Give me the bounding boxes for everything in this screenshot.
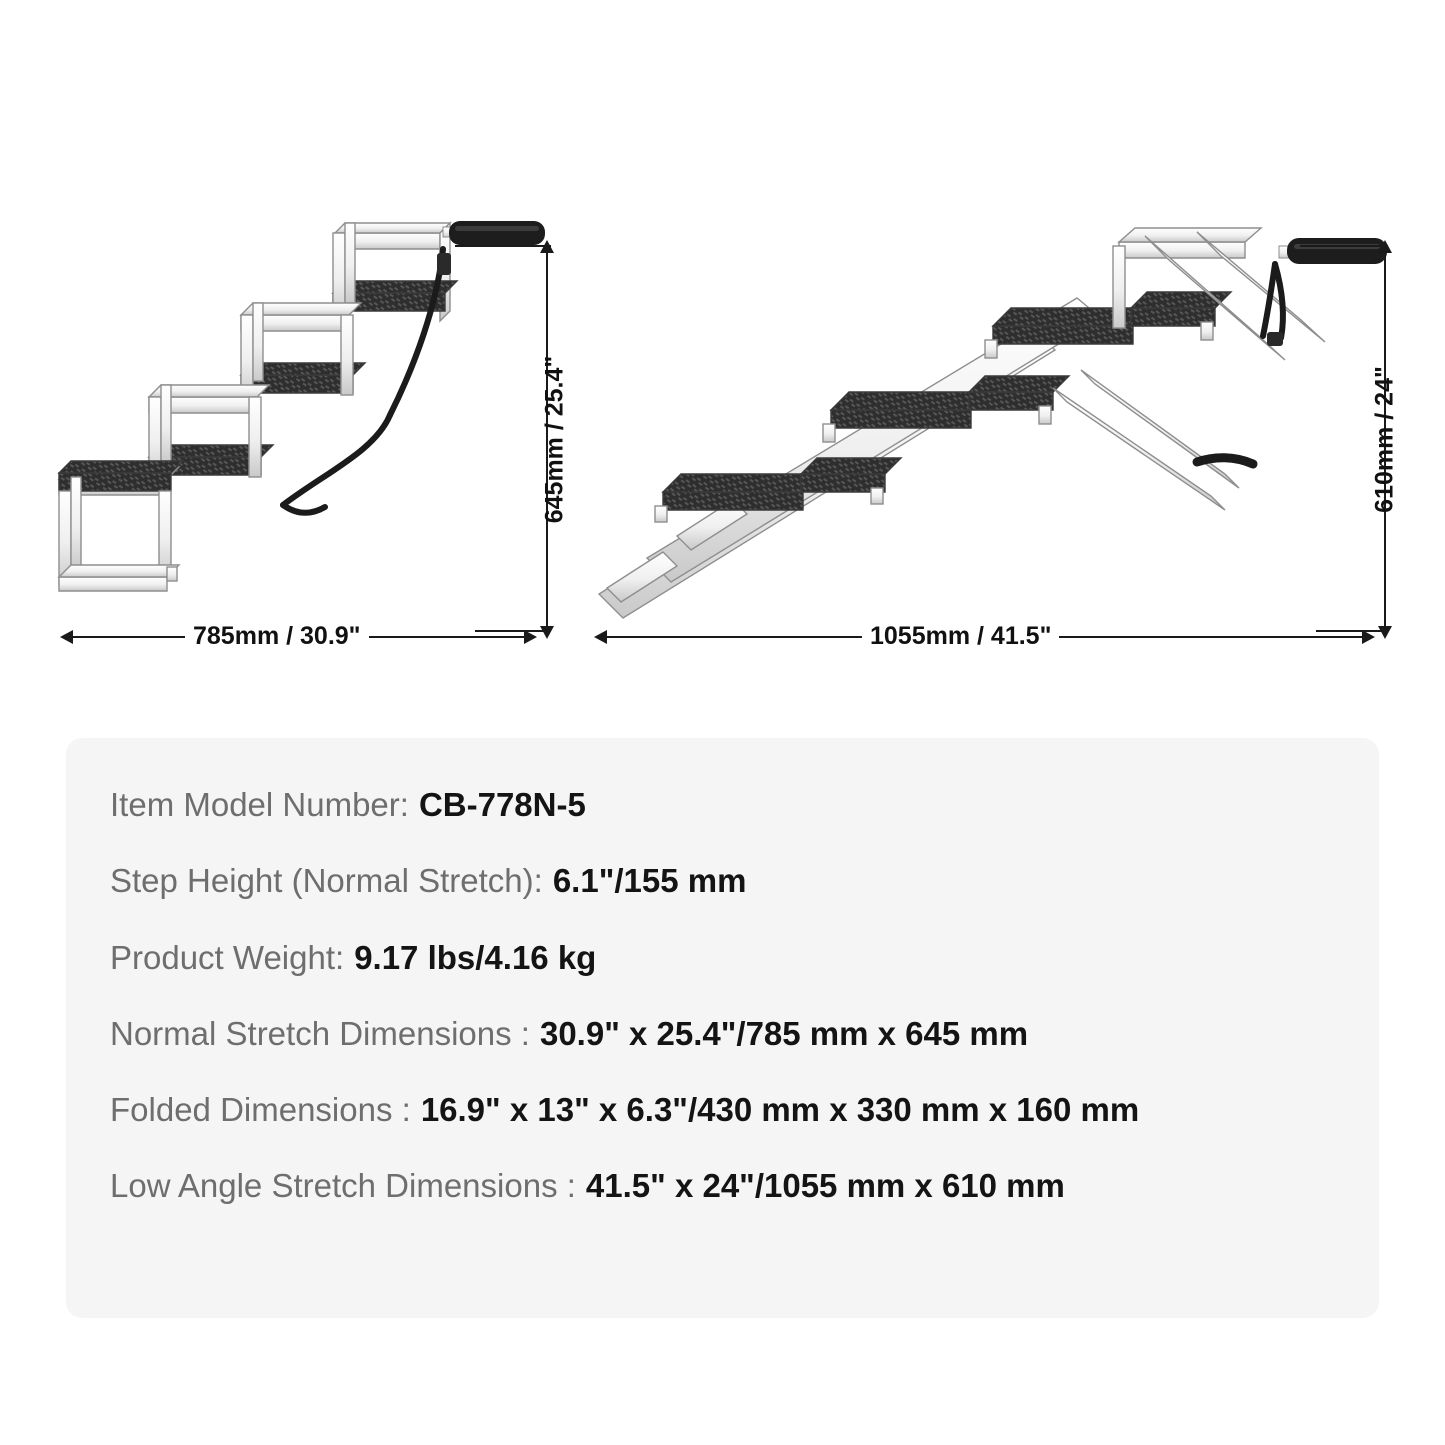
left-height-arrow-bottom <box>540 626 554 639</box>
right-width-arrow-left <box>594 630 607 644</box>
spec-value-model: CB-778N-5 <box>418 786 586 823</box>
left-height-tick-top <box>455 245 551 247</box>
right-height-tick-bottom <box>1316 630 1388 632</box>
spec-value-low-angle: 41.5" x 24"/1055 mm x 610 mm <box>585 1167 1065 1205</box>
right-height-tick-top <box>1300 245 1388 247</box>
spec-key-model: Item Model Number: <box>110 786 409 823</box>
specification-panel <box>66 738 1379 1318</box>
spec-row-normal-stretch <box>110 1013 1335 1054</box>
left-width-arrow-right <box>524 630 537 644</box>
spec-key-low-angle: Low Angle Stretch Dimensions : <box>110 1167 576 1205</box>
spec-value-step-height: 6.1"/155 mm <box>552 862 747 900</box>
spec-value-folded: 16.9" x 13" x 6.3"/430 mm x 330 mm x 160 mm <box>420 1091 1140 1128</box>
spec-value-product-weight: 9.17 lbs/4.16 kg <box>354 938 597 976</box>
right-width-label: 1055mm / 41.5" <box>862 622 1059 651</box>
spec-key-step-height: Step Height (Normal Stretch): <box>110 862 543 900</box>
left-width-label: 785mm / 30.9" <box>185 622 369 651</box>
spec-key-product-weight: Product Weight: <box>110 938 345 976</box>
right-width-arrow-right <box>1362 630 1375 644</box>
left-product-illustration <box>45 215 565 645</box>
spec-key-folded: Folded Dimensions : <box>110 1091 411 1128</box>
spec-row-low-angle <box>110 1165 1335 1206</box>
left-height-tick-bottom <box>475 630 551 632</box>
spec-row-product-weight <box>110 937 1335 978</box>
spec-value-normal-stretch: 30.9" x 25.4"/785 mm x 645 mm <box>539 1014 1029 1052</box>
right-height-label: 610mm / 24" <box>1370 366 1399 513</box>
right-product-illustration <box>585 220 1395 640</box>
spec-row-folded <box>110 1089 1335 1130</box>
left-width-arrow-left <box>60 630 73 644</box>
left-height-label: 645mm / 25.4" <box>540 355 569 524</box>
spec-row-model <box>110 784 1335 825</box>
right-height-arrow-bottom <box>1378 626 1392 639</box>
spec-row-step-height <box>110 860 1335 901</box>
spec-key-normal-stretch: Normal Stretch Dimensions : <box>110 1014 530 1052</box>
